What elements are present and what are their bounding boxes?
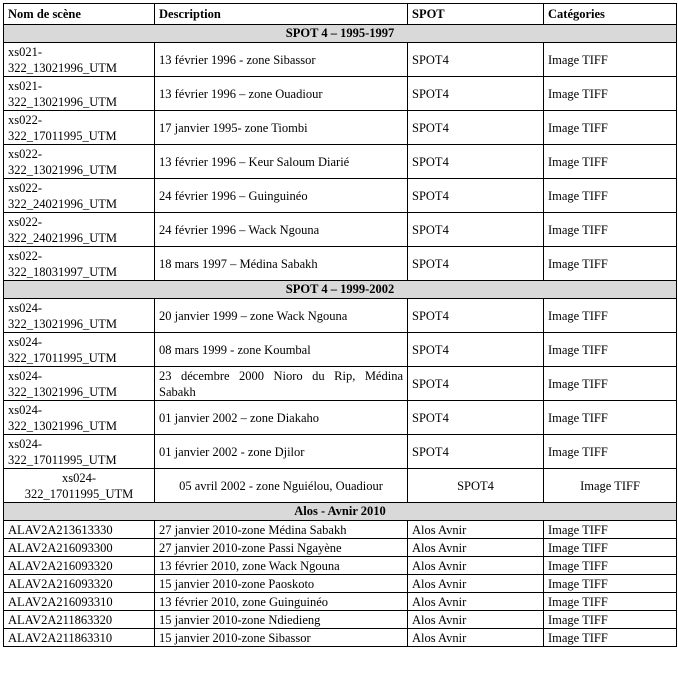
table-row (4, 557, 677, 575)
table-row (4, 435, 677, 469)
scene-name-part: 322_13021996_UTM (8, 418, 118, 433)
scene-name-cell: ALAV2A216093320 (4, 557, 155, 575)
scene-name-part: xs024- (8, 368, 43, 383)
scene-name-part: 322_17011995_UTM (8, 452, 117, 467)
spot-cell: Alos Avnir (408, 629, 544, 647)
category-cell: Image TIFF (544, 469, 677, 503)
table-header-row (4, 4, 677, 25)
scene-name-part: xs022- (8, 248, 43, 263)
description-cell: 08 mars 1999 - zone Koumbal (155, 333, 408, 367)
spot-cell: SPOT4 (408, 179, 544, 213)
spot-cell: Alos Avnir (408, 521, 544, 539)
header-spot: SPOT (408, 4, 544, 25)
scene-name-cell: ALAV2A216093320 (4, 575, 155, 593)
spot-cell: SPOT4 (408, 77, 544, 111)
scene-name-part: 322_18031997_UTM (8, 264, 118, 279)
description-cell: 18 mars 1997 – Médina Sabakh (155, 247, 408, 281)
table-row (4, 575, 677, 593)
header-categories: Catégories (544, 4, 677, 25)
description-cell: 15 janvier 2010-zone Ndiedieng (155, 611, 408, 629)
category-cell: Image TIFF (544, 43, 677, 77)
table-row (4, 77, 677, 111)
description-cell: 23 décembre 2000 Nioro du Rip, Médina Sabakh (155, 367, 408, 401)
table-row (4, 145, 677, 179)
table-row (4, 111, 677, 145)
table-row (4, 539, 677, 557)
section-title: SPOT 4 – 1995-1997 (4, 25, 677, 43)
section-row (4, 25, 677, 43)
table-row (4, 629, 677, 647)
description-cell: 01 janvier 2002 - zone Djilor (155, 435, 408, 469)
category-cell: Image TIFF (544, 179, 677, 213)
scene-name-part: xs022- (8, 214, 43, 229)
description-cell: 13 février 1996 – Keur Saloum Diarié (155, 145, 408, 179)
scene-name-part: xs024- (8, 300, 43, 315)
category-cell: Image TIFF (544, 367, 677, 401)
scene-name-cell (4, 333, 155, 367)
category-cell: Image TIFF (544, 611, 677, 629)
table-row (4, 593, 677, 611)
description-cell: 15 janvier 2010-zone Sibassor (155, 629, 408, 647)
scene-name-cell (4, 43, 155, 77)
scene-name-part: xs024- (8, 436, 43, 451)
table-row (4, 333, 677, 367)
scene-name-part: 322_17011995_UTM (8, 128, 117, 143)
scene-name-cell (4, 435, 155, 469)
category-cell: Image TIFF (544, 401, 677, 435)
category-cell: Image TIFF (544, 111, 677, 145)
category-cell: Image TIFF (544, 521, 677, 539)
spot-cell: SPOT4 (408, 145, 544, 179)
category-cell: Image TIFF (544, 213, 677, 247)
table-row (4, 521, 677, 539)
table-row (4, 247, 677, 281)
description-cell: 13 février 1996 – zone Ouadiour (155, 77, 408, 111)
description-cell: 27 janvier 2010-zone Passi Ngayène (155, 539, 408, 557)
scene-name-part: 322_24021996_UTM (8, 196, 118, 211)
scene-name-part: 322_13021996_UTM (8, 94, 118, 109)
description-cell: 24 février 1996 – Guinguinéo (155, 179, 408, 213)
description-cell: 05 avril 2002 - zone Nguiélou, Ouadiour (155, 469, 408, 503)
scene-name-cell (4, 247, 155, 281)
scene-name-part: 322_13021996_UTM (8, 384, 118, 399)
section-row (4, 281, 677, 299)
scene-name-cell (4, 111, 155, 145)
spot-cell: SPOT4 (408, 333, 544, 367)
scene-name-part: xs022- (8, 180, 43, 195)
scene-name-cell: ALAV2A216093310 (4, 593, 155, 611)
scene-name-part: 322_13021996_UTM (8, 316, 118, 331)
description-cell: 13 février 2010, zone Guinguinéo (155, 593, 408, 611)
category-cell: Image TIFF (544, 333, 677, 367)
scene-name-cell (4, 367, 155, 401)
table-row (4, 179, 677, 213)
scene-name-part: xs024- (8, 334, 43, 349)
table-row (4, 299, 677, 333)
scene-name-cell: ALAV2A216093300 (4, 539, 155, 557)
description-cell: 13 février 1996 - zone Sibassor (155, 43, 408, 77)
spot-cell: Alos Avnir (408, 593, 544, 611)
spot-cell: SPOT4 (408, 401, 544, 435)
spot-cell: SPOT4 (408, 367, 544, 401)
scene-name-part: 322_17011995_UTM (8, 350, 117, 365)
spot-cell: Alos Avnir (408, 611, 544, 629)
header-description: Description (155, 4, 408, 25)
category-cell: Image TIFF (544, 629, 677, 647)
scene-name-part: xs024- (61, 470, 97, 485)
spot-cell: Alos Avnir (408, 557, 544, 575)
scene-name-cell (4, 77, 155, 111)
category-cell: Image TIFF (544, 145, 677, 179)
description-cell: 13 février 2010, zone Wack Ngouna (155, 557, 408, 575)
scene-name-part: xs021- (8, 44, 43, 59)
scene-name-part: 322_13021996_UTM (8, 162, 118, 177)
header-scene-name: Nom de scène (4, 4, 155, 25)
scene-name-cell (4, 145, 155, 179)
table-row (4, 43, 677, 77)
scene-name-cell: ALAV2A211863310 (4, 629, 155, 647)
category-cell: Image TIFF (544, 435, 677, 469)
description-cell: 17 janvier 1995- zone Tiombi (155, 111, 408, 145)
section-title: SPOT 4 – 1999-2002 (4, 281, 677, 299)
scene-name-cell: ALAV2A211863320 (4, 611, 155, 629)
scene-name-cell (4, 213, 155, 247)
table-row (4, 469, 677, 503)
scene-name-part: xs022- (8, 112, 43, 127)
section-title: Alos - Avnir 2010 (4, 503, 677, 521)
spot-cell: Alos Avnir (408, 575, 544, 593)
scene-name-cell (4, 469, 155, 503)
spot-cell: SPOT4 (408, 43, 544, 77)
scene-name-cell: ALAV2A213613330 (4, 521, 155, 539)
spot-cell: SPOT4 (408, 469, 544, 503)
scene-name-part: xs022- (8, 146, 43, 161)
category-cell: Image TIFF (544, 247, 677, 281)
scene-name-part: xs024- (8, 402, 43, 417)
spot-cell: SPOT4 (408, 213, 544, 247)
description-cell: 27 janvier 2010-zone Médina Sabakh (155, 521, 408, 539)
category-cell: Image TIFF (544, 299, 677, 333)
scene-name-part: 322_13021996_UTM (8, 60, 118, 75)
spot-cell: SPOT4 (408, 435, 544, 469)
section-row (4, 503, 677, 521)
description-cell: 15 janvier 2010-zone Paoskoto (155, 575, 408, 593)
table-row (4, 367, 677, 401)
category-cell: Image TIFF (544, 539, 677, 557)
category-cell: Image TIFF (544, 557, 677, 575)
table-row (4, 611, 677, 629)
scene-name-part: 322_17011995_UTM (24, 486, 134, 501)
spot-cell: SPOT4 (408, 299, 544, 333)
scene-name-cell (4, 299, 155, 333)
category-cell: Image TIFF (544, 575, 677, 593)
spot-cell: SPOT4 (408, 111, 544, 145)
scene-name-part: 322_24021996_UTM (8, 230, 118, 245)
scene-table (3, 3, 677, 647)
description-cell: 24 février 1996 – Wack Ngouna (155, 213, 408, 247)
description-cell: 01 janvier 2002 – zone Diakaho (155, 401, 408, 435)
description-cell: 20 janvier 1999 – zone Wack Ngouna (155, 299, 408, 333)
table-row (4, 213, 677, 247)
scene-name-cell (4, 179, 155, 213)
scene-name-cell (4, 401, 155, 435)
spot-cell: Alos Avnir (408, 539, 544, 557)
scene-name-part: xs021- (8, 78, 43, 93)
table-row (4, 401, 677, 435)
spot-cell: SPOT4 (408, 247, 544, 281)
category-cell: Image TIFF (544, 593, 677, 611)
category-cell: Image TIFF (544, 77, 677, 111)
